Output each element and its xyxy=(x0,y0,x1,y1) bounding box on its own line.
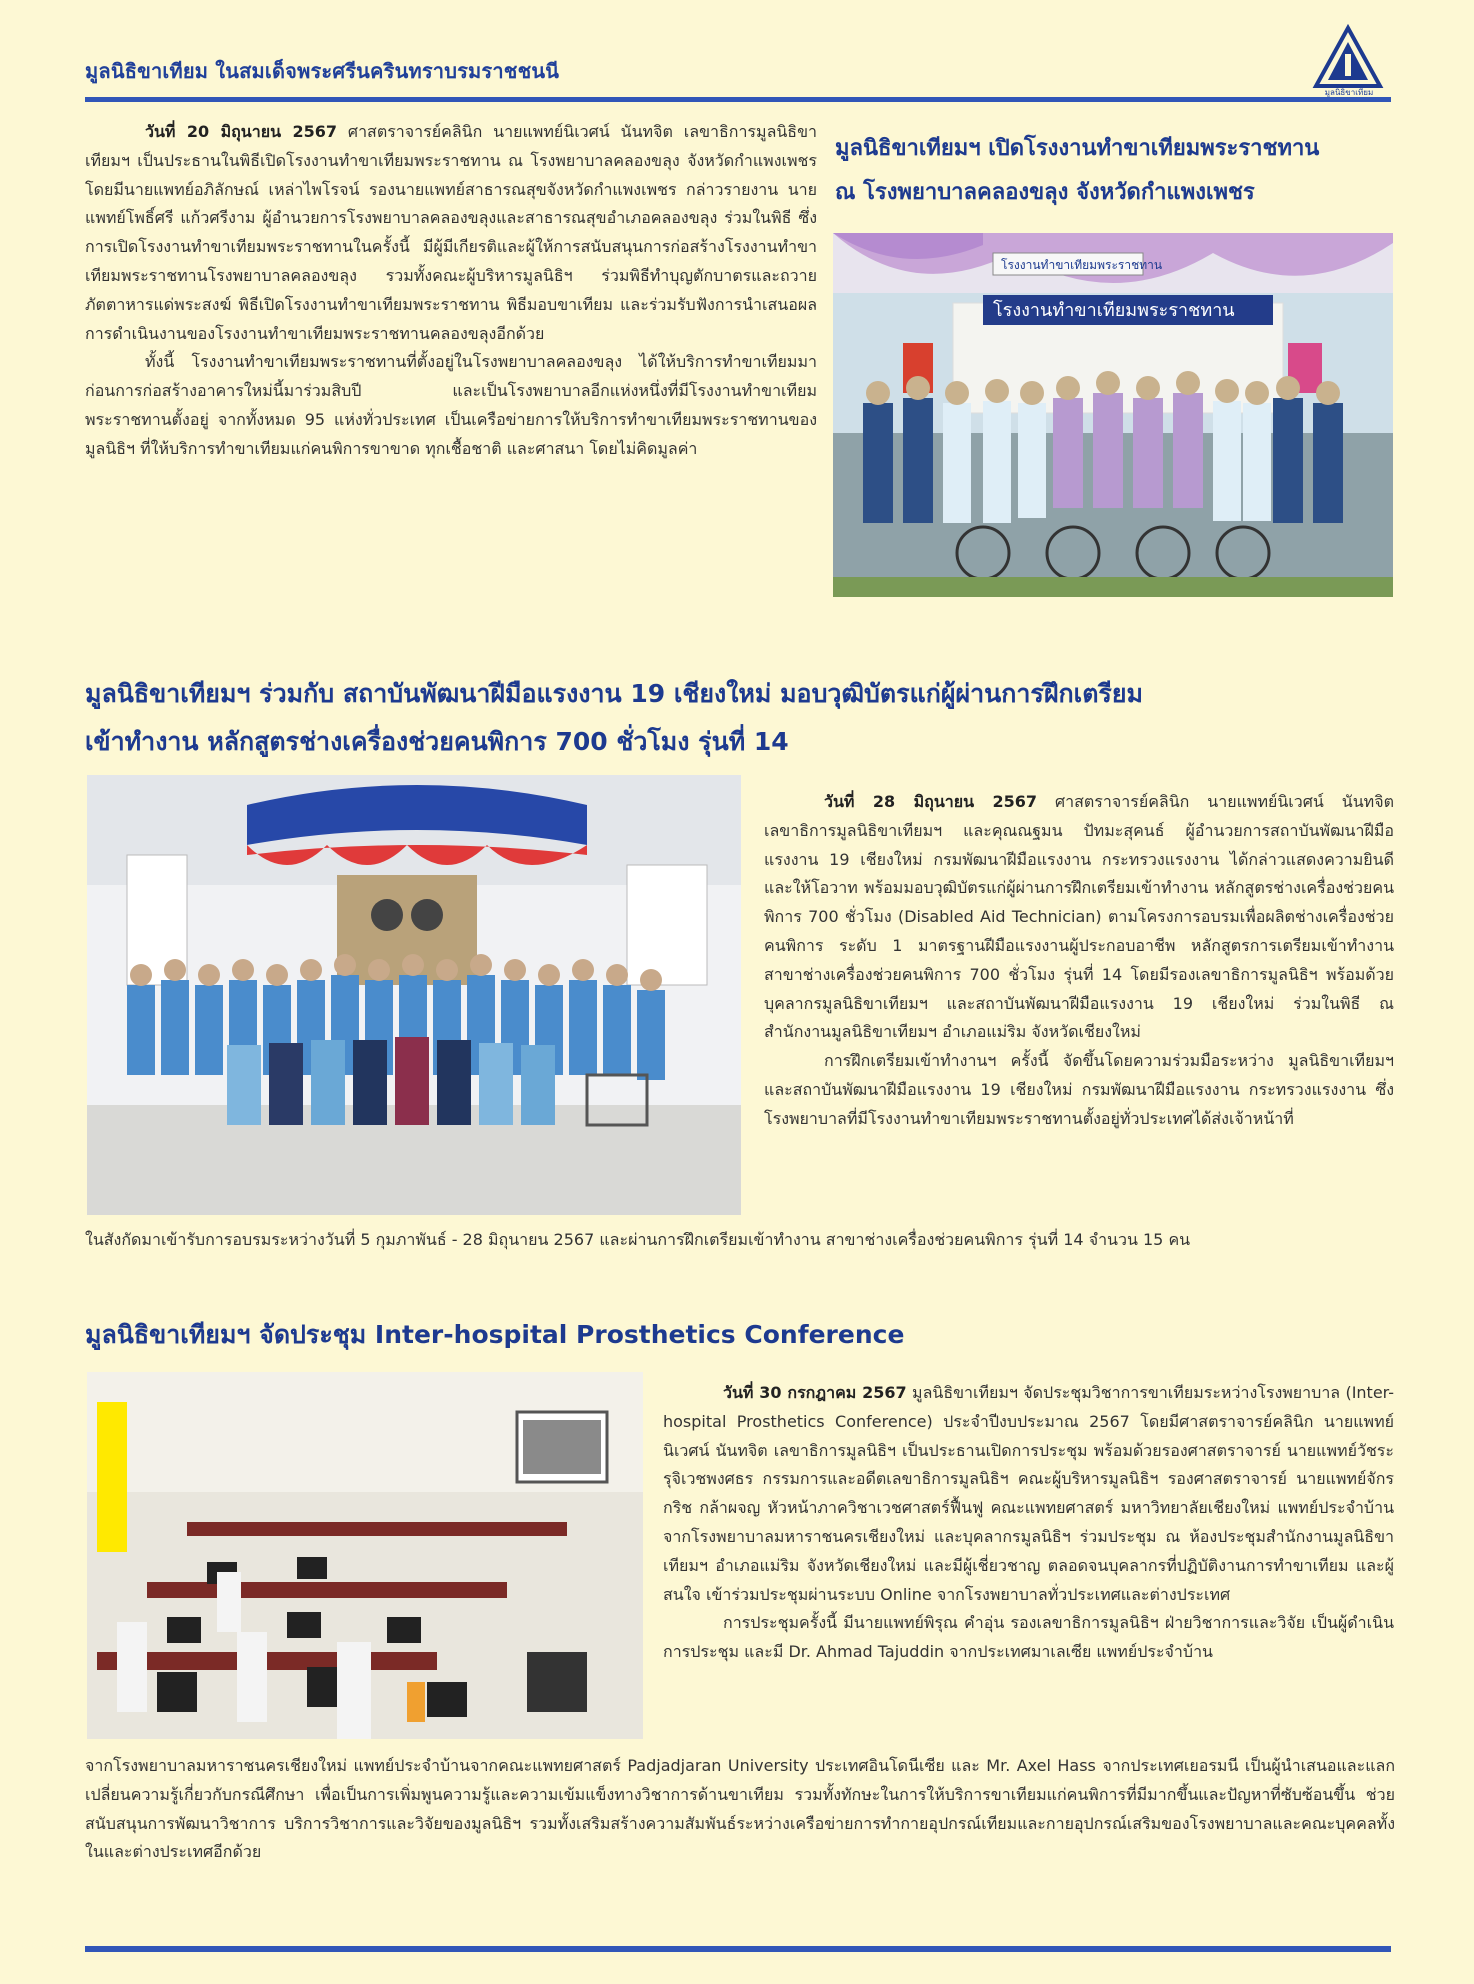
article3-photo-conference xyxy=(87,1372,643,1739)
article2-photo-certificate-ceremony xyxy=(87,775,741,1215)
article2-paragraph-1: ศาสตราจารย์คลินิก นายแพทย์นิเวศน์ นันทจิต เลขาธิการมูลนิธิขาเทียมฯ และคุณณฐมน ปัทมะสุคนธ์ ผู้อำนวยการสถาบันพัฒนาฝีมือแรงงาน 19 เชียงใหม่ กรมพัฒนาฝีมือแรงงาน กระทรวงแรงงาน ได้กล่าวแสดงความยินดีและให้โอวาท พร้อมมอบวุฒิบัตรแก่ผู้ผ่านการฝึกเตรียมเข้าทำงาน หลักสูตรช่างเครื่องช่วยคนพิการ 700 ชั่วโมง (Disabled Aid Technician) ตามโครงการอบรมเพื่อผลิตช่างเครื่องช่วยคนพิการ ระดับ 1 มาตรฐานฝีมือแรงงานผู้ประกอบอาชีพ หลักสูตรการเตรียมเข้าทำงาน สาขาช่างเครื่องช่วยคนพิการ 700 ชั่วโมง รุ่นที่ 14 โดยมีรองเลขาธิการมูลนิธิฯ พร้อมด้วยบุคลากรมูลนิธิขาเทียมฯ และสถาบันพัฒนาฝีมือแรงงาน 19 เชียงใหม่ ร่วมในพิธี ณ สำนักงานมูลนิธิขาเทียมฯ อำเภอแม่ริม จังหวัดเชียงใหม่ xyxy=(764,792,1394,1042)
logo-caption: มูลนิธิขาเทียม xyxy=(1324,88,1374,97)
article3-date: วันที่ 30 กรกฎาคม 2567 xyxy=(723,1383,907,1402)
article1-paragraph-2: ทั้งนี้ โรงงานทำขาเทียมพระราชทานที่ตั้งอยู่ในโรงพยาบาลคลองขลุง ได้ให้บริการทำขาเทียมมาก่อนการก่อสร้างอาคารใหม่นี้มาร่วมสิบปี และเป็นโรงพยาบาลอีกแห่งหนึ่งที่มีโรงงานทำขาเทียมพระราชทานตั้งอยู่ จากทั้งหมด 95 แห่งทั่วประเทศ เป็นเครือข่ายการให้บริการทำขาเทียมพระราชทานของมูลนิธิฯ ที่ให้บริการทำขาเทียมแก่คนพิการขาขาด ทุกเชื้อชาติ และศาสนา โดยไม่คิดมูลค่า xyxy=(85,352,817,458)
article3-heading: มูลนิธิขาเทียมฯ จัดประชุม Inter-hospital Prosthetics Conference xyxy=(85,1320,905,1349)
article3-paragraph-2-continued: จากโรงพยาบาลมหาราชนครเชียงใหม่ แพทย์ประจำบ้านจากคณะแพทยศาสตร์ Padjadjaran University ประเทศอินโดนีเซีย และ Mr. Axel Hass จากประเทศเยอรมนี เป็นผู้นำเสนอและแลกเปลี่ยนความรู้เกี่ยวกับกรณีศึกษา เพื่อเป็นการเพิ่มพูนความรู้และความเข้มแข็งทางวิชาการด้านขาเทียม รวมทั้งทักษะในการให้บริการขาเทียมแก่คนพิการที่มีมากขึ้นและปัญหาที่ซับซ้อนขึ้น ช่วยสนับสนุนการพัฒนาวิชาการ บริการวิชาการและวิจัยของมูลนิธิฯ รวมทั้งเสริมสร้างความสัมพันธ์ระหว่างเครือข่ายการทำกายอุปกรณ์เทียมและกายอุปกรณ์เสริมของโรงพยาบาลและคณะบุคคลทั้งในและต่างประเทศอีกด้วย xyxy=(85,1756,1395,1862)
article1-heading-line2: ณ โรงพยาบาลคลองขลุง จังหวัดกำแพงเพชร xyxy=(835,180,1255,205)
article1-date: วันที่ 20 มิถุนายน 2567 xyxy=(145,122,337,141)
footer-divider xyxy=(85,1946,1391,1952)
photo-small-banner: โรงงานทำขาเทียมพระราชทาน xyxy=(1001,258,1163,272)
article2-heading xyxy=(85,670,1395,766)
article3-paragraph-1: มูลนิธิขาเทียมฯ จัดประชุมวิชาการขาเทียมระหว่างโรงพยาบาล (Inter-hospital Prosthetics Conference) ประจำปีงบประมาณ 2567 โดยมีศาสตราจารย์คลินิก นายแพทย์นิเวศน์ นันทจิต เลขาธิการมูลนิธิฯ เป็นประธานเปิดการประชุม พร้อมด้วยรองศาสตราจารย์ นายแพทย์วัชระ รุจิเวชพงศธร กรรมการและอดีตเลขาธิการมูลนิธิฯ คณะผู้บริหารมูลนิธิฯ รองศาสตราจารย์ นายแพทย์จักรกริช กล้าผจญ หัวหน้าภาควิชาเวชศาสตร์ฟื้นฟู คณะแพทยศาสตร์ มหาวิทยาลัยเชียงใหม่ แพทย์ประจำบ้านจากโรงพยาบาลมหาราชนครเชียงใหม่ และบุคลากรมูลนิธิฯ ร่วมประชุม ณ ห้องประชุมสำนักงานมูลนิธิขาเทียมฯ อำเภอแม่ริม จังหวัดเชียงใหม่ และมีผู้เชี่ยวชาญ ตลอดจนบุคลากรที่ปฏิบัติงานการทำขาเทียม และผู้สนใจ เข้าร่วมประชุมผ่านระบบ Online จากโรงพยาบาลทั่วประเทศและต่างประเทศ xyxy=(663,1383,1394,1604)
article1-body xyxy=(85,118,817,464)
header-divider xyxy=(85,97,1391,102)
article3-body-right xyxy=(663,1379,1394,1667)
article2-paragraph-2: การฝึกเตรียมเข้าทำงานฯ ครั้งนี้ จัดขึ้นโดยความร่วมมือระหว่าง มูลนิธิขาเทียมฯ และสถาบันพัฒนาฝีมือแรงงาน 19 เชียงใหม่ กรมพัฒนาฝีมือแรงงาน กระทรวงแรงงาน ซึ่งโรงพยาบาลที่มีโรงงานทำขาเทียมพระราชทานตั้งอยู่ทั่วประเทศได้ส่งเจ้าหน้าที่ xyxy=(764,1051,1394,1128)
article1-heading xyxy=(835,127,1395,215)
article2-body-right xyxy=(764,788,1394,1134)
article2-date: วันที่ 28 มิถุนายน 2567 xyxy=(824,792,1038,811)
article1-heading-line1: มูลนิธิขาเทียมฯ เปิดโรงงานทำขาเทียมพระราชทาน xyxy=(835,136,1320,161)
article1-photo-opening-ceremony xyxy=(833,233,1393,597)
article2-paragraph-2-continued: ในสังกัดมาเข้ารับการอบรมระหว่างวันที่ 5 กุมภาพันธ์ - 28 มิถุนายน 2567 และผ่านการฝึกเตรียมเข้าทำงาน สาขาช่างเครื่องช่วยคนพิการ รุ่นที่ 14 จำนวน 15 คน xyxy=(85,1230,1191,1249)
article1-paragraph-1: ศาสตราจารย์คลินิก นายแพทย์นิเวศน์ นันทจิต เลขาธิการมูลนิธิขาเทียมฯ เป็นประธานในพิธีเปิดโรงงานทำขาเทียมพระราชทาน ณ โรงพยาบาลคลองขลุง จังหวัดกำแพงเพชร โดยมีนายแพทย์อภิลักษณ์ เหล่าไพโรจน์ รองนายแพทย์สาธารณสุขจังหวัดกำแพงเพชร กล่าวรายงาน นายแพทย์โพธิ์ศรี แก้วศรีงาม ผู้อำนวยการโรงพยาบาลคลองขลุงและสาธารณสุขอำเภอคลองขลุง ร่วมในพิธี ซึ่งการเปิดโรงงานทำขาเทียมพระราชทานในครั้งนี้ มีผู้มีเกียรติและผู้ให้การสนับสนุนการก่อสร้างโรงงานทำขาเทียมพระราชทานโรงพยาบาลคลองขลุง รวมทั้งคณะผู้บริหารมูลนิธิฯ ร่วมพิธีทำบุญตักบาตรและถวายภัตตาหารแด่พระสงฆ์ พิธีเปิดโรงงานทำขาเทียมพระราชทาน พิธีมอบขาเทียม และร่วมรับฟังการนำเสนอผลการดำเนินงานของโรงงานทำขาเทียมพระราชทานคลองขลุงอีกด้วย xyxy=(85,122,817,343)
photo-large-banner: โรงงานทำขาเทียมพระราชทาน xyxy=(993,300,1235,321)
article2-heading-line2: เข้าทำงาน หลักสูตรช่างเครื่องช่วยคนพิการ 700 ชั่วโมง รุ่นที่ 14 xyxy=(85,727,789,756)
page-header-title: มูลนิธิขาเทียม ในสมเด็จพระศรีนครินทราบรมราชชนนี xyxy=(85,59,560,83)
article3-paragraph-2: การประชุมครั้งนี้ มีนายแพทย์พิรุณ คำอุ่น รองเลขาธิการมูลนิธิฯ ฝ่ายวิชาการและวิจัย เป็นผู้ดำเนินการประชุม และมี Dr. Ahmad Tajuddin จากประเทศมาเลเซีย แพทย์ประจำบ้าน xyxy=(663,1613,1394,1662)
article2-heading-line1: มูลนิธิขาเทียมฯ ร่วมกับ สถาบันพัฒนาฝีมือแรงงาน 19 เชียงใหม่ มอบวุฒิบัตรแก่ผู้ผ่านการฝึกเตรียม xyxy=(85,679,1143,708)
